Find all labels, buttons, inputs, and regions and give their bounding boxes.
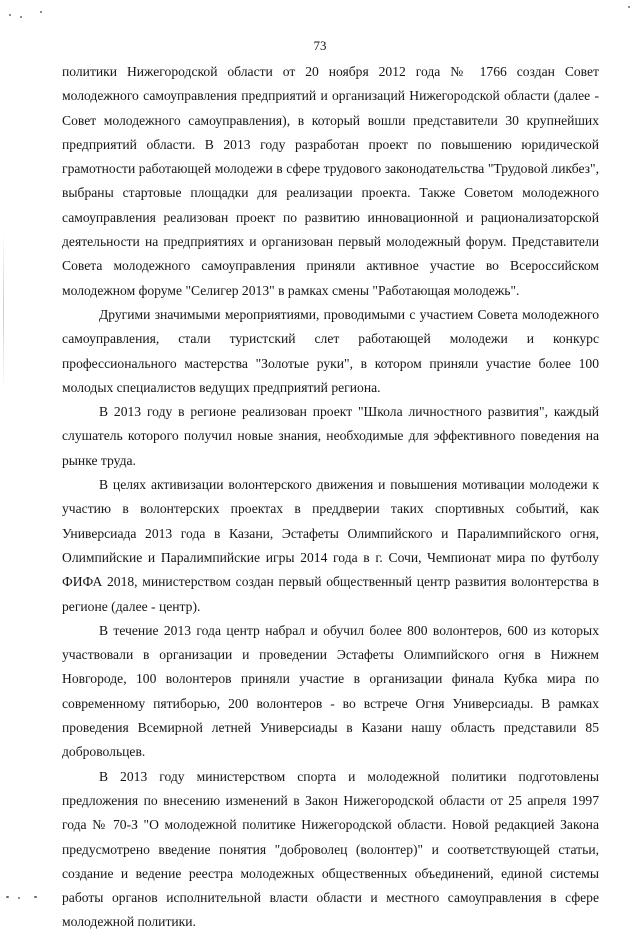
scan-binding-shadow: [3, 230, 4, 390]
scan-speck: [6, 896, 9, 898]
paragraph-volunteer-training: В течение 2013 года центр набрал и обучил более 800 волонтеров, 600 из которых участвовали в организации и проведении Эстафеты Олимпийского огня в Нижнем Новгороде, 100 волонтеров приняли участие в организации финала Кубка мира по современному пятиборью, 200 волонтеров - во встрече Огня Универсиады. В рамках проведения Всемирной летней Универсиады в Казани нашу область представили 85 добровольцев.: [62, 622, 599, 760]
scan-speck: [40, 11, 42, 13]
paragraph-personal-development-school: В 2013 году в регионе реализован проект "Школа личностного развития", каждый слушатель которого получил новые знания, необходимые для эффективного поведения на рынке труда.: [62, 404, 599, 468]
paragraph-youth-council: политики Нижегородской области от 20 ноября 2012 года № 1766 создан Совет молодежного самоуправления предприятий и организаций Нижегородской области (далее - Совет молодежного самоуправления), в который вошли представители 30 крупнейших предприятий области. В 2013 году разработан проект по повышению юридической грамотности работающей молодежи в сфере трудового законодательства "Трудовой ликбез", выбраны стартовые площадки для реализации проекта. Также Советом молодежного самоуправления реализован проект по развитию инновационной и рационализаторской деятельности на предприятиях и организован первый молодежный форум. Представители Совета молодежного самоуправления приняли активное участие во Всероссийском молодежном форуме "Селигер 2013" в рамках смены "Работающая молодежь".: [62, 64, 599, 298]
paragraph-volunteer-center: В целях активизации волонтерского движения и повышения мотивации молодежи к участию в волонтерских проектах в преддверии таких спортивных событий, как Универсиада 2013 года в Казани, Эстафеты Олимпийского и Паралимпийского огня, Олимпийские и Паралимпийские игры 2014 года в г. Сочи, Чемпионат мира по футболу ФИФА 2018, министерством создан первый общественный центр развития волонтерства в регионе (далее - центр).: [62, 477, 599, 614]
scan-speck: [628, 6, 630, 8]
scan-speck: [20, 16, 22, 18]
page-number: 73: [313, 38, 327, 53]
paragraph-events: Другими значимыми мероприятиями, проводимыми с участием Совета молодежного самоуправления, стали туристский слет работающей молодежи и конкурс профессионального мастерства "Золотые руки", в котором приняли участие более 100 молодых специалистов ведущих предприятий региона.: [62, 306, 599, 395]
paragraph-law-amendments: В 2013 году министерством спорта и молодежной политики подготовлены предложения по внесению изменений в Закон Нижегородской области от 25 апреля 1997 года № 70-З "О молодежной политике Нижегородской области. Новой редакцией Закона предусмотрено введение понятия "доброволец (волонтер)" и соответствующей статьи, создание и ведение реестра молодежных общественных объединений, единой системы работы органов исполнительной власти области и местного самоуправления в сфере молодежной политики.: [62, 768, 599, 930]
scan-speck: [34, 896, 37, 898]
scan-speck: [18, 897, 20, 899]
scan-speck: [9, 14, 11, 16]
document-body: [62, 60, 599, 935]
